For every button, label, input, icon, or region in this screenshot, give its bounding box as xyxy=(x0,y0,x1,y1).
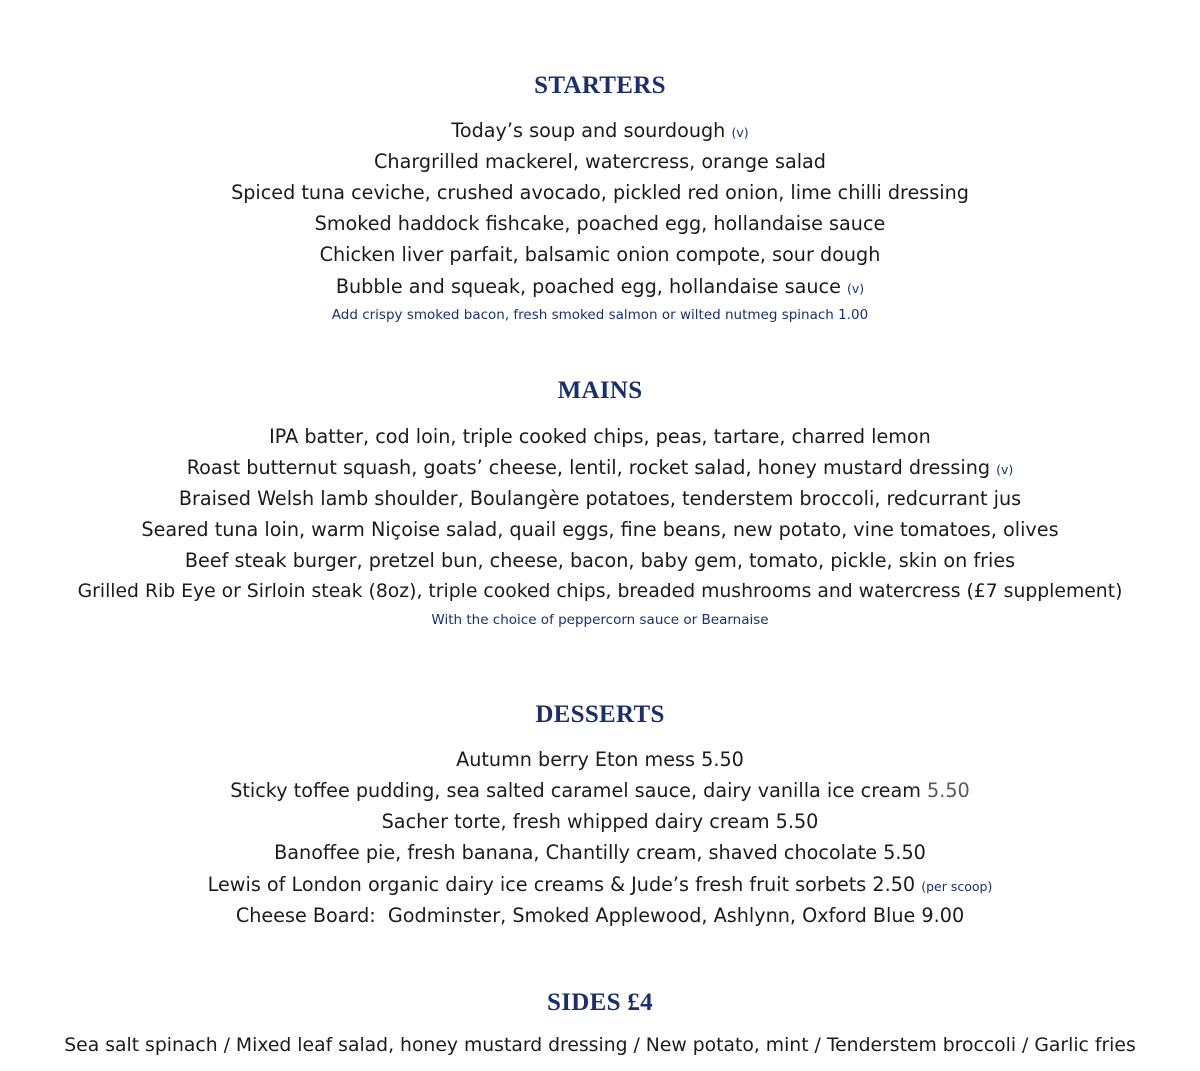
main-item xyxy=(0,486,1200,512)
dessert-price: 5.50 xyxy=(927,779,970,802)
starter-item xyxy=(0,180,1200,206)
dessert-item-text: Sticky toffee pudding, sea salted caramel sauce, dairy vanilla ice cream xyxy=(230,779,921,802)
starter-item-text: Chargrilled mackerel, watercress, orange salad xyxy=(374,150,826,173)
starters-heading: STARTERS xyxy=(534,72,666,99)
dessert-item xyxy=(0,903,1200,929)
dessert-item xyxy=(0,747,1200,773)
main-item-text: Beef steak burger, pretzel bun, cheese, bacon, baby gem, tomato, pickle, skin on fries xyxy=(184,549,1016,572)
dessert-item xyxy=(0,872,1200,900)
dessert-item xyxy=(0,778,1200,804)
starter-item xyxy=(0,118,1200,146)
starter-item-text: Spiced tuna ceviche, crushed avocado, pickled red onion, lime chilli dressing xyxy=(231,181,969,204)
starter-item xyxy=(0,274,1200,302)
vegetarian-tag: (v) xyxy=(996,462,1014,477)
mains-note: With the choice of peppercorn sauce or Bearnaise xyxy=(431,612,769,628)
per-scoop-tag: (per scoop) xyxy=(921,879,993,894)
desserts-heading: DESSERTS xyxy=(535,701,665,728)
main-item-text: Braised Welsh lamb shoulder, Boulangère potatoes, tenderstem broccoli, redcurrant jus xyxy=(178,487,1022,510)
dessert-item-text: Autumn berry Eton mess 5.50 xyxy=(456,748,744,771)
sides-heading: SIDES £4 xyxy=(547,989,653,1016)
dessert-item-text: Sacher torte, fresh whipped dairy cream 5.50 xyxy=(381,810,819,833)
starter-item xyxy=(0,149,1200,175)
sides-list: Sea salt spinach / Mixed leaf salad, honey mustard dressing / New potato, mint / Tenderstem broccoli / Garlic fries xyxy=(64,1035,1136,1056)
main-item-text: Roast butternut squash, goats’ cheese, lentil, rocket salad, honey mustard dressing xyxy=(186,456,991,479)
dessert-item-text: Cheese Board: Godminster, Smoked Applewood, Ashlynn, Oxford Blue 9.00 xyxy=(235,904,965,927)
starter-item-text: Bubble and squeak, poached egg, hollandaise sauce xyxy=(335,275,841,298)
starter-item xyxy=(0,211,1200,237)
main-item-text: IPA batter, cod loin, triple cooked chips, peas, tartare, charred lemon xyxy=(269,425,931,448)
main-item xyxy=(0,424,1200,450)
dessert-item xyxy=(0,809,1200,835)
mains-heading: MAINS xyxy=(557,377,643,404)
dessert-item-text: Lewis of London organic dairy ice creams & Jude’s fresh fruit sorbets 2.50 xyxy=(207,873,916,896)
dessert-item-text: Banoffee pie, fresh banana, Chantilly cream, shaved chocolate 5.50 xyxy=(274,841,926,864)
main-item xyxy=(0,455,1200,483)
vegetarian-tag: (v) xyxy=(847,281,865,296)
main-item xyxy=(0,548,1200,574)
starters-note: Add crispy smoked bacon, fresh smoked salmon or wilted nutmeg spinach 1.00 xyxy=(331,307,869,323)
main-item xyxy=(0,579,1200,605)
vegetarian-tag: (v) xyxy=(731,125,749,140)
starter-item xyxy=(0,242,1200,268)
main-item-text: Grilled Rib Eye or Sirloin steak (8oz), triple cooked chips, breaded mushrooms and watercress (£7 supplement) xyxy=(77,581,1123,602)
starter-item-text: Smoked haddock fishcake, poached egg, hollandaise sauce xyxy=(314,212,886,235)
starter-item-text: Chicken liver parfait, balsamic onion compote, sour dough xyxy=(319,243,881,266)
starter-item-text: Today’s soup and sourdough xyxy=(451,119,726,142)
dessert-item xyxy=(0,840,1200,866)
main-item xyxy=(0,517,1200,543)
main-item-text: Seared tuna loin, warm Niçoise salad, quail eggs, fine beans, new potato, vine tomatoes, olives xyxy=(141,518,1059,541)
